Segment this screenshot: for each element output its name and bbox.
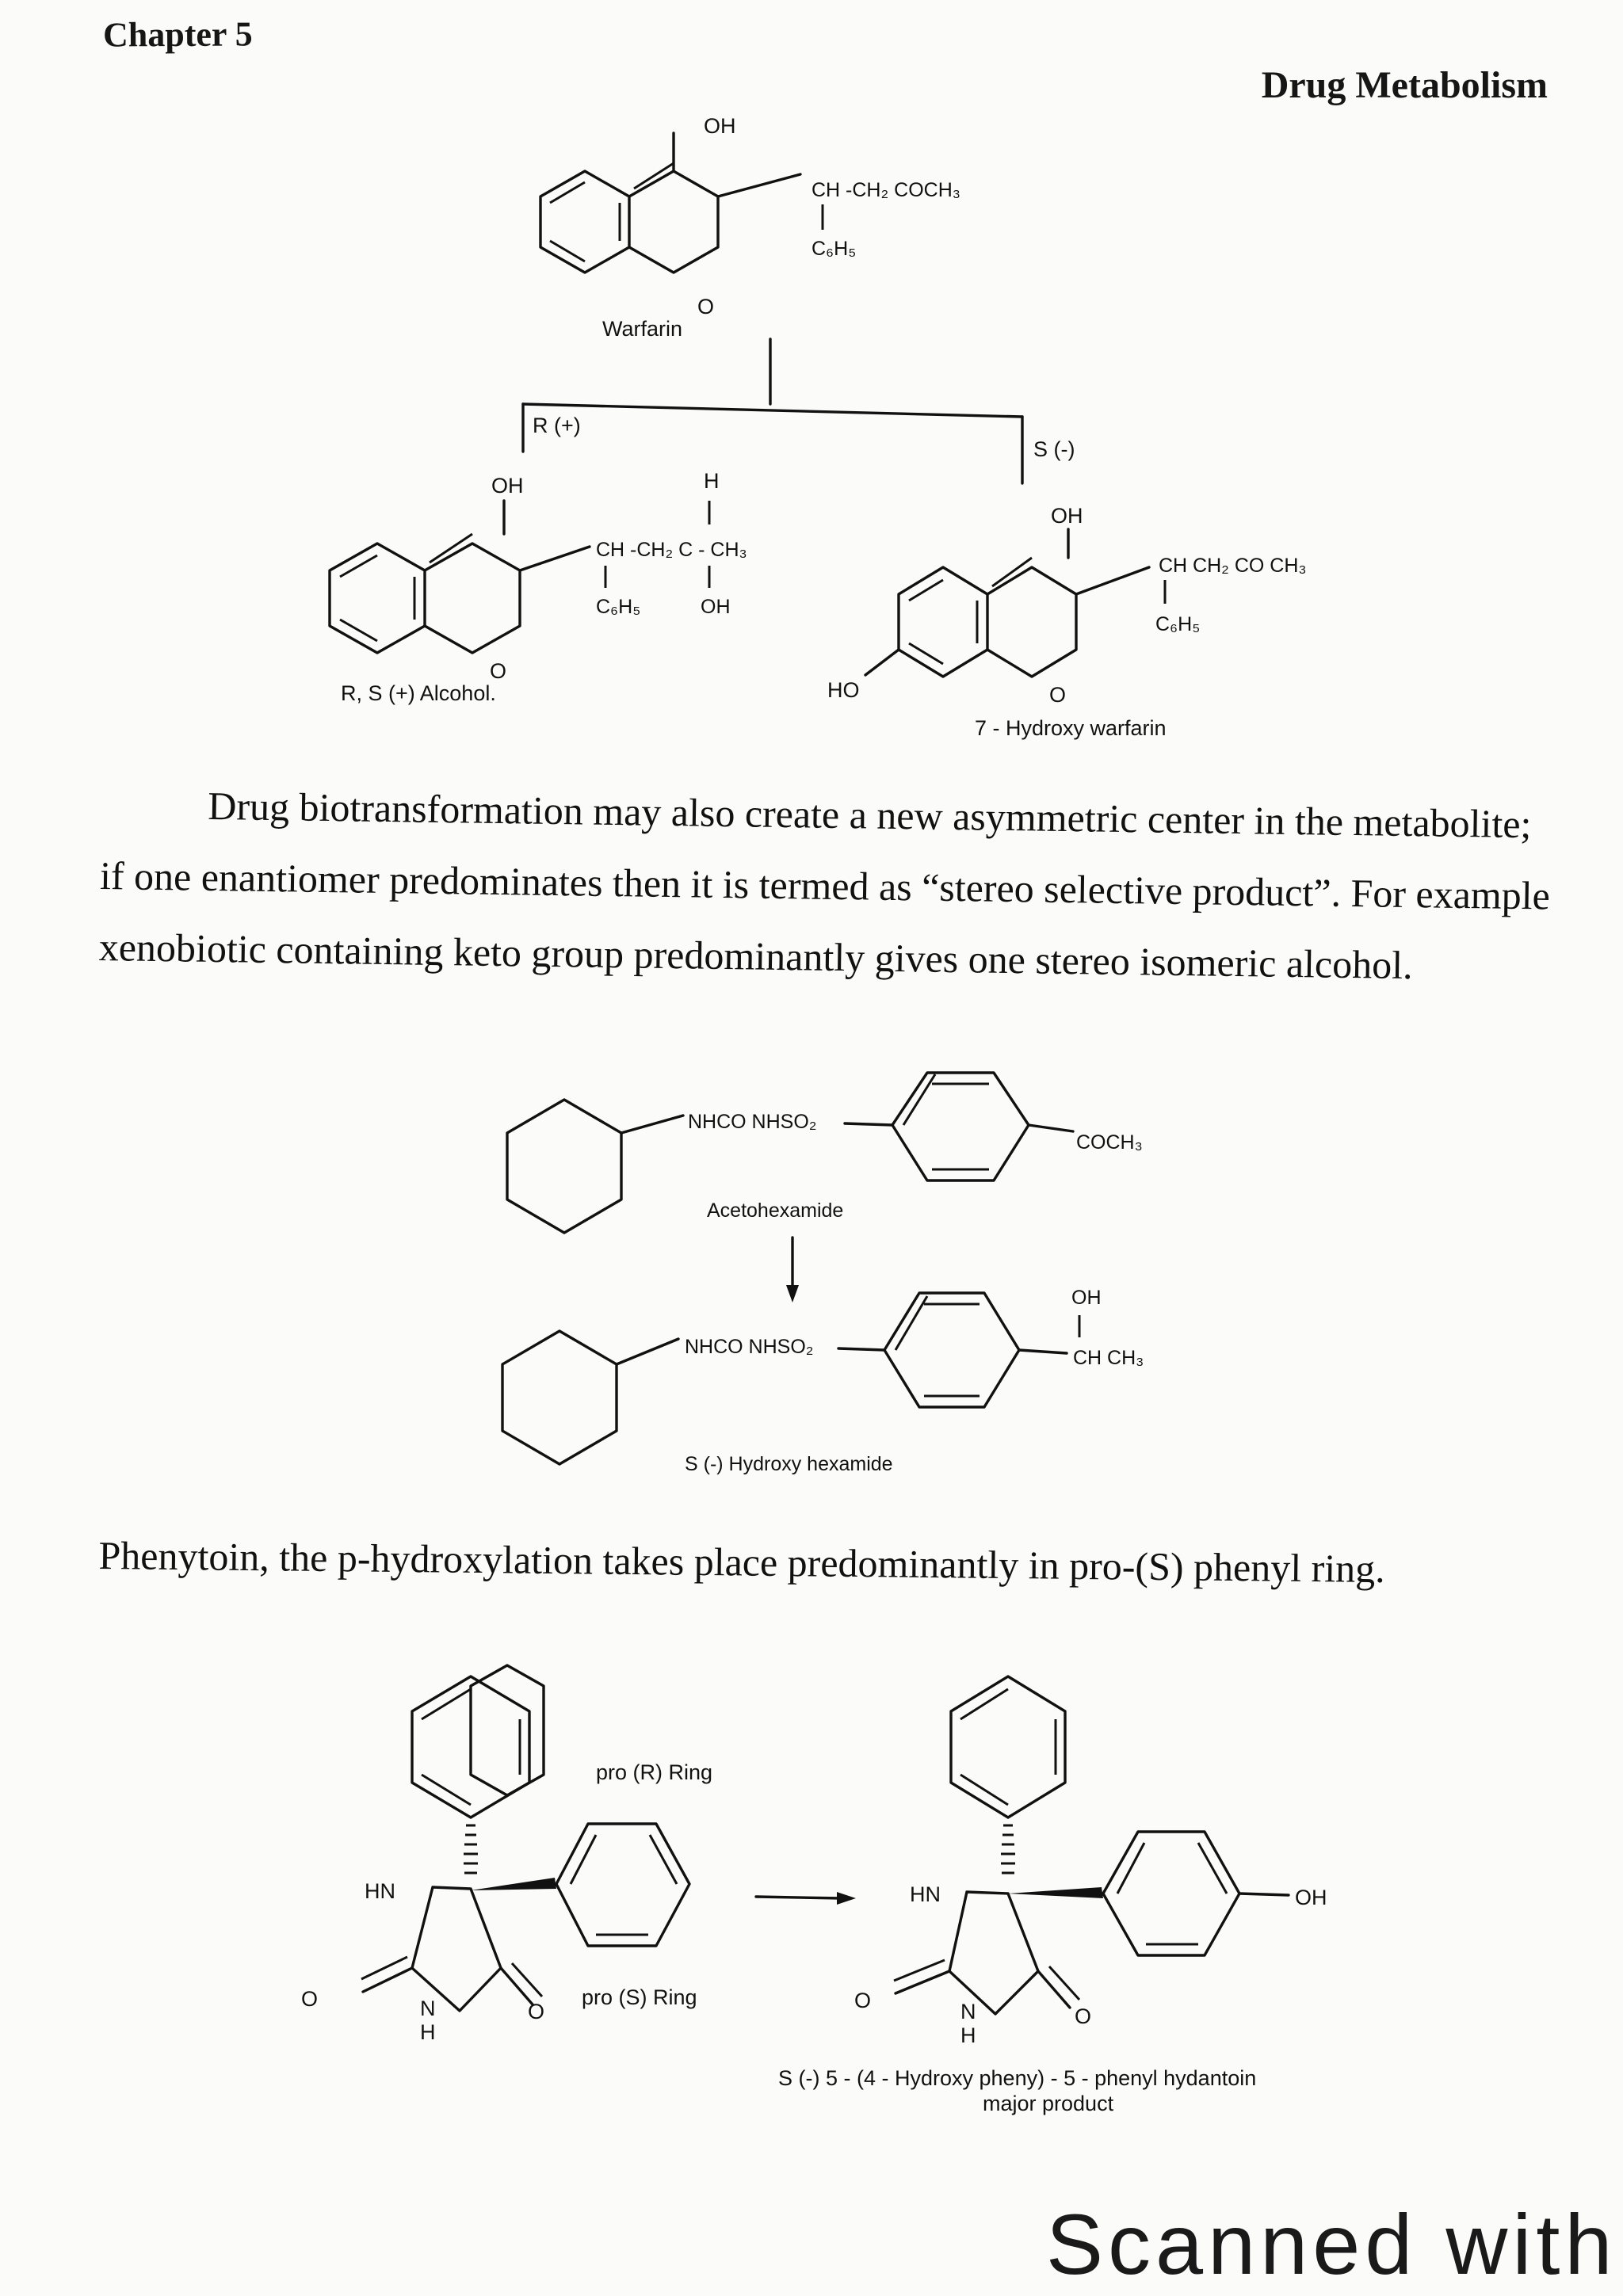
alcohol-name: R, S (+) Alcohol.	[341, 681, 496, 705]
branch-r-label: R (+)	[533, 414, 581, 437]
phenytoin-structure	[301, 1665, 712, 2044]
hydroxywarfarin-phenyl: C₆H₅	[1155, 613, 1201, 635]
phenytoin-hn: HN	[365, 1879, 395, 1903]
pro-s-ring-label: pro (S) Ring	[582, 1985, 697, 2009]
product-hn: HN	[910, 1882, 941, 1906]
paragraph-stereoselective	[98, 769, 1591, 1003]
alcohol-chain: CH -CH₂ C - CH₃	[596, 539, 747, 561]
product-name: S (-) 5 - (4 - Hydroxy pheny) - 5 - phenyl hydantoin	[778, 2066, 1257, 2090]
metabolism-branch	[523, 339, 1075, 483]
warfarin-chain: CH -CH₂ COCH₃	[812, 179, 960, 201]
alcohol-h: H	[704, 469, 720, 493]
alcohol-structure	[330, 469, 747, 705]
hydroxyhexamide-group: CH CH₃	[1073, 1347, 1144, 1369]
alcohol-oh: OH	[491, 474, 524, 498]
pro-s-ring	[556, 1824, 689, 1946]
alcohol-phenyl: C₆H₅	[596, 596, 641, 618]
pro-r-ring-label: pro (R) Ring	[596, 1760, 713, 1784]
acetohexamide-link: NHCO NHSO₂	[688, 1111, 817, 1133]
warfarin-structure	[540, 114, 960, 341]
branch-s-label: S (-)	[1033, 437, 1075, 461]
hydroxywarfarin-structure	[827, 504, 1307, 740]
paragraph1-line1: Drug biotransformation may also create a new asymmetric center in the metabolite;	[207, 783, 1532, 847]
acetohexamide-structure	[507, 1073, 1143, 1233]
hydroxywarfarin-chain: CH CH₂ CO CH₃	[1159, 555, 1307, 577]
warfarin-name: Warfarin	[602, 317, 683, 341]
product-note: major product	[983, 2092, 1114, 2115]
phenytoin-n: N	[420, 1997, 436, 2020]
hydroxywarfarin-ho: HO	[827, 678, 860, 702]
paragraph1-line2: if one enantiomer predominates then it is termed as “stereo selective product”. For example	[99, 852, 1551, 918]
reaction-arrow-right	[756, 1892, 856, 1905]
warfarin-oh: OH	[704, 114, 736, 138]
hydroxyhexamide-structure	[502, 1287, 1144, 1475]
warfarin-ring-o: O	[697, 295, 715, 318]
scanner-watermark: Scanned with	[1046, 2196, 1617, 2292]
hydroxyhexamide-name: S (-) Hydroxy hexamide	[685, 1453, 893, 1475]
acetohexamide-group: COCH₃	[1076, 1131, 1143, 1154]
section-title: Drug Metabolism	[1261, 64, 1548, 106]
pro-s-wedge-bond	[471, 1878, 556, 1890]
product-o2: O	[1075, 2004, 1092, 2028]
paragraph-phenytoin	[98, 1520, 1526, 1606]
product-o1: O	[854, 1989, 872, 2012]
phenytoin-h: H	[420, 2020, 436, 2044]
paragraph1-line3: xenobiotic containing keto group predominantly gives one stereo isomeric alcohol.	[98, 924, 1414, 988]
product-n: N	[960, 2000, 976, 2023]
alcohol-ring-o: O	[490, 659, 507, 683]
chapter-label: Chapter 5	[102, 14, 253, 55]
reaction-arrow-down	[786, 1238, 799, 1302]
product-hashed-bond	[1001, 1825, 1015, 1873]
pro-r-hashed-bond	[464, 1825, 478, 1873]
hydroxywarfarin-ring-o: O	[1049, 683, 1067, 707]
hydroxyphenytoin-structure	[778, 1676, 1327, 2115]
hydroxywarfarin-name: 7 - Hydroxy warfarin	[975, 716, 1167, 740]
hydroxywarfarin-oh: OH	[1051, 504, 1083, 528]
alcohol-oh2: OH	[701, 596, 731, 618]
hydroxyhexamide-oh: OH	[1071, 1287, 1102, 1309]
phenytoin-o2: O	[528, 2000, 545, 2023]
product-h: H	[960, 2023, 976, 2047]
warfarin-phenyl: C₆H₅	[812, 238, 857, 260]
hydroxyhexamide-link: NHCO NHSO₂	[685, 1336, 814, 1358]
phenytoin-o1: O	[301, 1987, 319, 2011]
product-oh: OH	[1295, 1886, 1327, 1909]
paragraph2-line1: Phenytoin, the p-hydroxylation takes place predominantly in pro-(S) phenyl ring.	[98, 1532, 1386, 1591]
acetohexamide-name: Acetohexamide	[707, 1199, 844, 1222]
